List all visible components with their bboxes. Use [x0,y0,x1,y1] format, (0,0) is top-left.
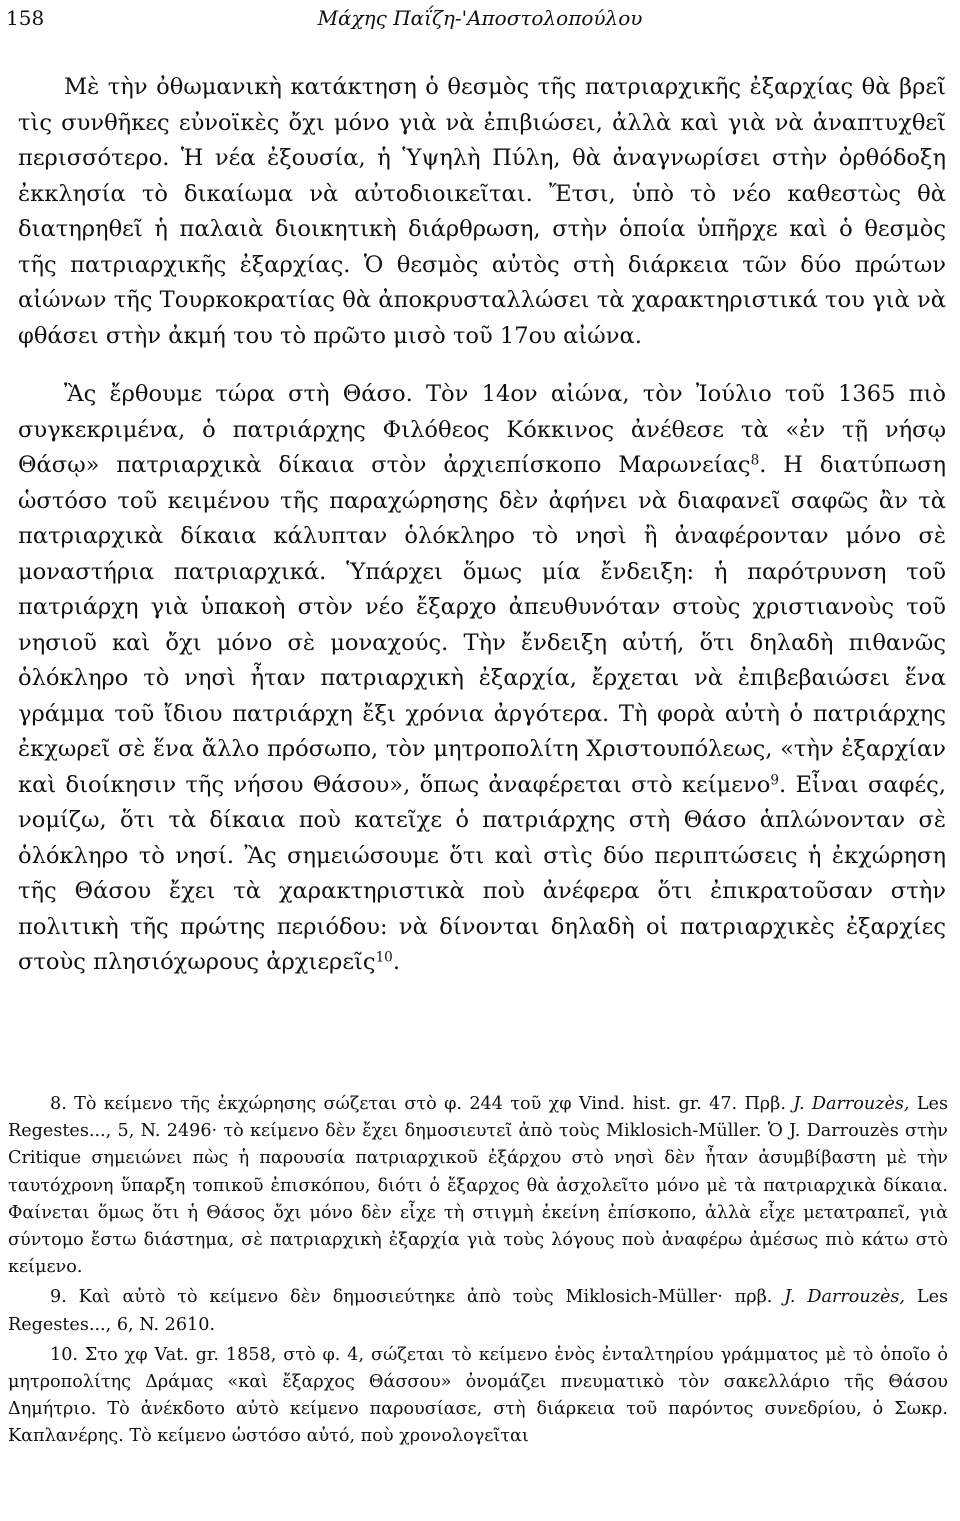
text-run: . Η διατύπωση ὡστόσο τοῦ κειμένου τῆς παραχώρησης δὲν ἀφήνει νὰ διαφανεῖ σαφῶς ἂν τὰ πατριαρχικὰ δίκαια κάλυπταν ὁλόκληρο τὸ νησὶ ἢ ἀναφέρονταν μόνο σὲ μοναστήρια πατριαρχικά. Ὑπάρχει ὅμως μία ἔνδειξη: ἡ παρότρυνση τοῦ πατριάρχη γιὰ ὑπακοὴ στὸν νέο ἔξαρχο ἀπευθυνόταν στοὺς χριστιανοὺς τοῦ νησιοῦ καὶ ὄχι μόνο σὲ μοναχούς. Τὴν ἔνδειξη αὐτή, ὅτι δηλαδὴ πιθανῶς ὁλόκληρο τὸ νησὶ ἦταν πατριαρχικὴ ἐξαρχία, ἔρχεται νὰ ἐπιβεβαιώσει ἕνα γράμμα τοῦ ἴδιου πατριάρχη ἔξι χρόνια ἀργότερα. Τὴ φορὰ αὐτὴ ὁ πατριάρχης ἐκχωρεῖ σὲ ἕνα ἄλλο πρόσωπο, τὸν μητροπολίτη Χριστουπόλεως, «τὴν ἐξαρχίαν καὶ διοίκησιν τῆς νήσου Θάσου», ὅπως ἀναφέρεται στὸ κείμενο [18,452,947,798]
footnote-9 [8,1284,948,1338]
footnote-10: 10. Στο χφ Vat. gr. 1858, στὸ φ. 4, σώζεται τὸ κείμενο ἑνὸς ἐνταλτηρίου γράμματος μὲ τὸ ὁποῖο ὁ μητροπολίτης Δράμας «καὶ ἔξαρχος Θάσσου» ὀνομάζει πνευματικὸ τὸν σακελλάριο τῆς Θάσου Δημήτριο. Τὸ ἀνέκδοτο αὐτὸ κείμενο παρουσίασε, στὴ διάρκεια τοῦ παρόντος συνεδρίου, ὁ Σωκρ. Καπλανέρης. Τὸ κείμενο ὡστόσο αὐτό, ποὺ χρονολογεῖται [8,1344,948,1447]
footnote-reference: 9 [770,772,779,789]
footnote-8 [8,1091,948,1281]
footnote-text: 8. Τὸ κείμενο τῆς ἐκχώρησης σώζεται στὸ φ. 244 τοῦ χφ Vind. hist. gr. 47. Πρβ. [50,1094,786,1114]
text-run: Ἂς ἔρθουμε τώρα στὴ Θάσο. Τὸν 14ον αἰώνα, τὸν Ἰούλιο τοῦ 1365 πιὸ συγκεκριμένα, ὁ πατριάρχης Φιλόθεος Κόκκινος ἀνέθεσε τὰ «ἐν τῇ νήσῳ Θάσῳ» πατριαρχικὰ δίκαια στὸν ἀρχιεπίσκοπο Μαρωνείας [18,381,946,478]
footnote-text: 9. Καὶ αὐτὸ τὸ κείμενο δὲν δημοσιεύτηκε ἀπὸ τοὺς Miklosich-Müller· πρβ. [50,1287,773,1308]
paragraph [18,377,946,981]
footnote-text: Les Regestes..., 6, N. 2610. [8,1287,949,1335]
author-name: J. Darrouzès, [784,1287,906,1308]
page-number: 158 [6,6,45,30]
footnote-reference: 8 [750,452,760,469]
footnote-text: Les Regestes..., 5, N. 2496· τὸ κείμενο δὲν ἔχει δημοσιευτεῖ ἀπὸ τοὺς Miklosich-Müller. Ὁ J. Darrouzès στὴν Critique σημειώνει πὼς ἡ παρουσία πατριαρχικοῦ ἐξάρχου στὸ νησὶ δὲν ἦταν ἀσυμβίβαστη μὲ τὴν ταυτόχρονη ὕπαρξη τοπικοῦ ἐπισκόπου, διότι ὁ ἔξαρχος θὰ ἀσχολεῖτο μόνο μὲ τὰ πατριαρχικὰ δίκαια. Φαίνεται ὅμως ὅτι ἡ Θάσος ὄχι μόνο δὲν εἶχε τὴ στιγμὴ ἐκείνη ἐπίσκοπο, ἀλλὰ εἶχε μετατραπεῖ, γιὰ σύντομο ἔστω διάστημα, σὲ πατριαρχικὴ ἐξαρχία γιὰ τοὺς λόγους ποὺ ἀναφέρω ἀμέσως πιὸ κάτω στὸ κείμενο. [8,1094,948,1278]
main-text [18,70,946,981]
author-name: J. Darrouzès, [793,1094,910,1114]
text-run: . Εἶναι σαφές, νομίζω, ὅτι τὰ δίκαια ποὺ κατεῖχε ὁ πατριάρχης στὴ Θάσο ἁπλώνονταν σὲ ὁλόκληρο τὸ νησί. Ἂς σημειώσουμε ὅτι καὶ στὶς δύο περιπτώσεις ἡ ἐκχώρηση τῆς Θάσου ἔχει τὰ χαρακτηριστικὰ ποὺ ἀνέφερα ὅτι ἐπικρατοῦσαν στὴν πολιτικὴ τῆς πρώτης περιόδου: νὰ δίνονται δηλαδὴ οἱ πατριαρχικὲς ἐξαρχίες στοὺς πλησιόχωρους ἀρχιερεῖς [18,771,946,975]
running-title: Μάχης Παΐζη-'Αποστολοπούλου [317,6,643,30]
footnotes [8,1091,948,1451]
footnote-reference: 10 [375,949,393,966]
text-run: . [392,949,400,975]
page-header [0,6,960,36]
paragraph: Μὲ τὴν ὀθωμανικὴ κατάκτηση ὁ θεσμὸς τῆς πατριαρχικῆς ἐξαρχίας θὰ βρεῖ τὶς συνθῆκες εὐνοϊκὲς ὄχι μόνο γιὰ νὰ ἐπιβιώσει, ἀλλὰ καὶ γιὰ νὰ ἀναπτυχθεῖ περισσότερο. Ἡ νέα ἐξουσία, ἡ Ὑψηλὴ Πύλη, θὰ ἀναγνωρίσει στὴν ὀρθόδοξη ἐκκλησία τὸ δικαίωμα νὰ αὐτοδιοικεῖται. Ἔτσι, ὑπὸ τὸ νέο καθεστὼς θὰ διατηρηθεῖ ἡ παλαιὰ διοικητικὴ διάρθρωση, στὴν ὁποία ὑπῆρχε καὶ ὁ θεσμὸς τῆς πατριαρχικῆς ἐξαρχίας. Ὁ θεσμὸς αὐτὸς στὴ διάρκεια τῶν δύο πρώτων αἰώνων τῆς Τουρκοκρατίας θὰ ἀποκρυσταλλώσει τὰ χαρακτηριστικά του γιὰ νὰ φθάσει στὴν ἀκμή του τὸ πρῶτο μισὸ τοῦ 17ου αἰώνα. [18,74,946,349]
